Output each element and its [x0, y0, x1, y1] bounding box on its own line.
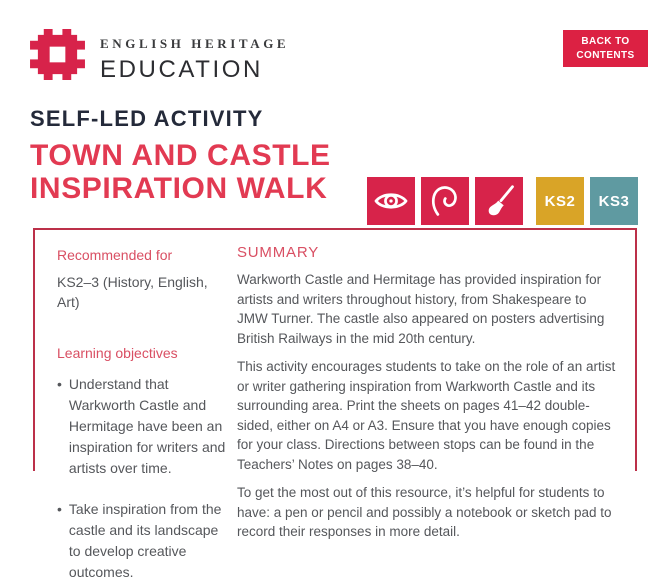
recommended-for-value: KS2–3 (History, English, Art): [57, 274, 208, 310]
summary-paragraph: Warkworth Castle and Hermitage has provided inspiration for artists and writers throughout history, from Shakespeare to JMW Turner. The castle also appeared on posters advertising British Railways in the mid 20th century.: [237, 272, 605, 346]
sight-activity-tile: [367, 177, 415, 225]
objective-item: [57, 374, 229, 479]
content-box: [33, 228, 637, 580]
learning-objectives-heading: Learning objectives: [57, 345, 178, 361]
ear-icon: [426, 182, 464, 220]
badge-row: [367, 177, 638, 225]
activity-kicker: SELF-LED ACTIVITY: [30, 106, 264, 131]
summary-heading: SUMMARY: [237, 244, 319, 261]
recommended-for-heading: Recommended for: [57, 247, 173, 263]
page-title-line2: INSPIRATION WALK: [30, 172, 328, 205]
art-activity-tile: [475, 177, 523, 225]
brand-name: ENGLISH HERITAGE: [100, 36, 290, 51]
title-block: [30, 106, 331, 205]
english-heritage-logo: [30, 29, 85, 80]
objective-text: Take inspiration from the castle and its landscape to develop creative outcomes.: [68, 501, 222, 580]
brand-education: EDUCATION: [100, 56, 263, 83]
brand-text: [100, 36, 289, 84]
ks2-badge: [536, 177, 584, 225]
ks3-badge-label: KS3: [598, 192, 630, 210]
paintbrush-icon: [480, 182, 518, 220]
objective-item: [57, 499, 229, 583]
summary-paragraph: To get the most out of this resource, it’s helpful for students to have: a pen or pencil and possibly a notebook or sketch pad to record their responses in more detail.: [237, 485, 612, 539]
summary-column: [237, 244, 619, 542]
ks2-badge-label: KS2: [544, 192, 576, 210]
learning-objectives-list: [57, 374, 229, 583]
sidebar-column: [57, 247, 229, 583]
page-title-line1: TOWN AND CASTLE: [30, 139, 331, 172]
bullet-marker: •: [57, 376, 62, 392]
objective-text: Understand that Warkworth Castle and Hermitage have been an inspiration for writers and artists over time.: [68, 376, 226, 476]
back-to-contents-button[interactable]: BACK TO CONTENTS: [563, 30, 648, 67]
page-title: [30, 139, 331, 205]
hearing-activity-tile: [421, 177, 469, 225]
bullet-marker: •: [57, 501, 62, 517]
ks3-badge: [590, 177, 638, 225]
summary-paragraph: This activity encourages students to take on the role of an artist or writer gathering inspiration from Warkworth Castle and its surrounding area. Print the sheets on pages 41–42 double-sided, either on A4 or A3. Ensure that you have enough copies for your class. Directions between stops can be found in the Teachers’ Notes on pages 38–40.: [237, 359, 616, 472]
eye-icon: [372, 182, 410, 220]
